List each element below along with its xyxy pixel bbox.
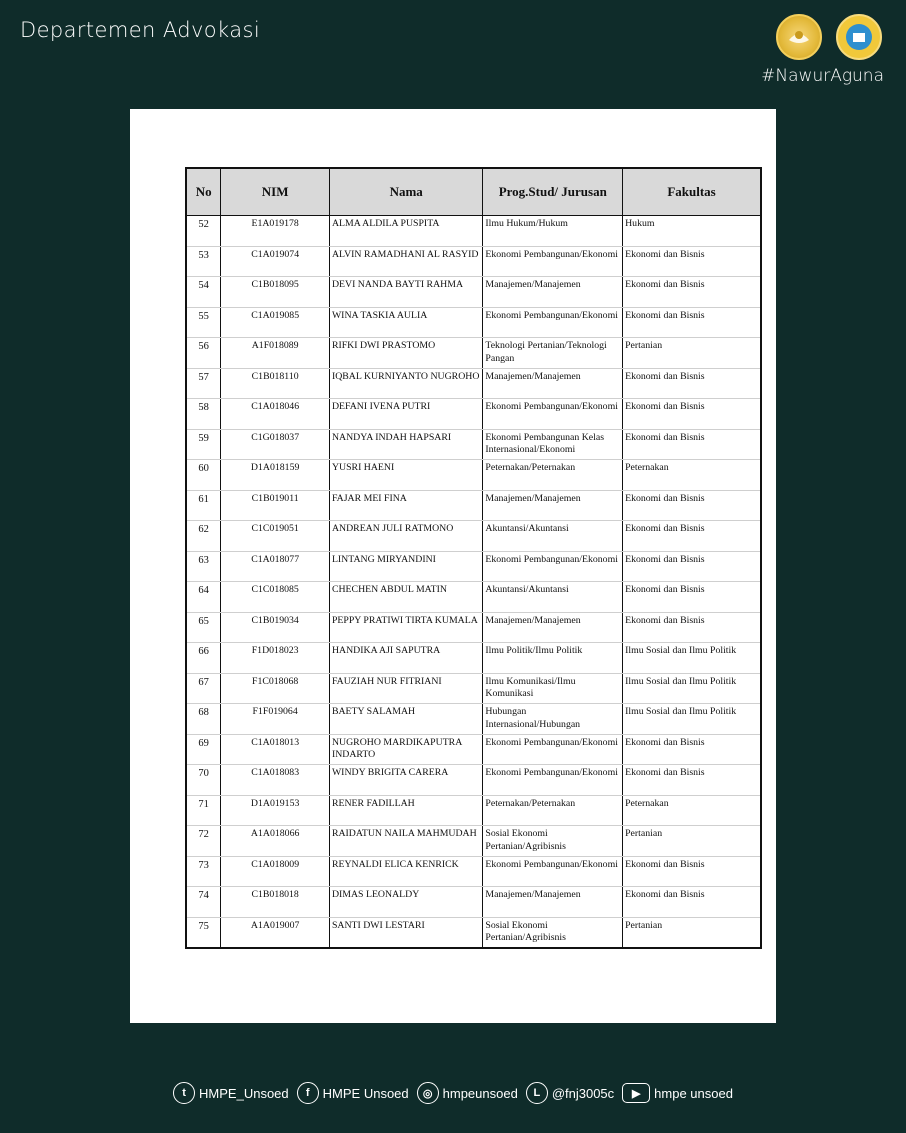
cell-prog: Manajemen/Manajemen bbox=[483, 277, 623, 308]
cell-nama: NANDYA INDAH HAPSARI bbox=[329, 429, 482, 460]
social-link[interactable] bbox=[526, 1082, 614, 1104]
cell-no: 53 bbox=[186, 246, 221, 277]
cell-fak: Ekonomi dan Bisnis bbox=[623, 582, 761, 613]
cell-nim: C1A018046 bbox=[221, 399, 330, 430]
cell-nim: F1F019064 bbox=[221, 704, 330, 735]
cell-no: 62 bbox=[186, 521, 221, 552]
table-header-row bbox=[186, 168, 761, 216]
cell-fak: Ekonomi dan Bisnis bbox=[623, 551, 761, 582]
cell-prog: Peternakan/Peternakan bbox=[483, 460, 623, 491]
cell-no: 61 bbox=[186, 490, 221, 521]
cell-nim: D1A019153 bbox=[221, 795, 330, 826]
twitter-icon: t bbox=[173, 1082, 195, 1104]
cell-nim: A1F018089 bbox=[221, 338, 330, 369]
document-page bbox=[130, 109, 776, 1023]
header-title: Departemen Advokasi bbox=[20, 18, 261, 42]
cell-no: 58 bbox=[186, 399, 221, 430]
cell-nama: SANTI DWI LESTARI bbox=[329, 917, 482, 948]
table-row bbox=[186, 917, 761, 948]
cell-nama: ALMA ALDILA PUSPITA bbox=[329, 216, 482, 247]
table-row bbox=[186, 887, 761, 918]
table-row bbox=[186, 216, 761, 247]
cell-fak: Ekonomi dan Bisnis bbox=[623, 429, 761, 460]
cell-no: 60 bbox=[186, 460, 221, 491]
cell-fak: Ilmu Sosial dan Ilmu Politik bbox=[623, 704, 761, 735]
cell-nama: PEPPY PRATIWI TIRTA KUMALA bbox=[329, 612, 482, 643]
cell-fak: Ekonomi dan Bisnis bbox=[623, 399, 761, 430]
cell-nama: NUGROHO MARDIKAPUTRA INDARTO bbox=[329, 734, 482, 765]
social-link[interactable] bbox=[173, 1082, 289, 1104]
cell-nama: RENER FADILLAH bbox=[329, 795, 482, 826]
cell-fak: Peternakan bbox=[623, 795, 761, 826]
cell-nim: C1B019011 bbox=[221, 490, 330, 521]
cell-fak: Ekonomi dan Bisnis bbox=[623, 368, 761, 399]
cell-prog: Ekonomi Pembangunan/Ekonomi bbox=[483, 399, 623, 430]
cell-no: 65 bbox=[186, 612, 221, 643]
line-icon: L bbox=[526, 1082, 548, 1104]
cell-no: 69 bbox=[186, 734, 221, 765]
cell-prog: Ekonomi Pembangunan/Ekonomi bbox=[483, 551, 623, 582]
cell-nama: HANDIKA AJI SAPUTRA bbox=[329, 643, 482, 674]
cell-prog: Manajemen/Manajemen bbox=[483, 612, 623, 643]
cell-nim: C1B018095 bbox=[221, 277, 330, 308]
social-label: HMPE_Unsoed bbox=[199, 1085, 289, 1101]
cell-fak: Ekonomi dan Bisnis bbox=[623, 277, 761, 308]
social-link[interactable] bbox=[622, 1083, 733, 1103]
column-header-nama: Nama bbox=[329, 168, 482, 216]
cell-no: 70 bbox=[186, 765, 221, 796]
cell-prog: Hubungan Internasional/Hubungan bbox=[483, 704, 623, 735]
cell-nama: YUSRI HAENI bbox=[329, 460, 482, 491]
cell-nim: C1A018013 bbox=[221, 734, 330, 765]
table-row bbox=[186, 795, 761, 826]
column-header-no: No bbox=[186, 168, 221, 216]
cell-prog: Ekonomi Pembangunan/Ekonomi bbox=[483, 856, 623, 887]
cell-no: 74 bbox=[186, 887, 221, 918]
cell-prog: Sosial Ekonomi Pertanian/Agribisnis bbox=[483, 826, 623, 857]
social-label: @fnj3005c bbox=[551, 1085, 615, 1101]
table-row bbox=[186, 734, 761, 765]
cell-no: 68 bbox=[186, 704, 221, 735]
cell-prog: Akuntansi/Akuntansi bbox=[483, 582, 623, 613]
table-row bbox=[186, 307, 761, 338]
cell-no: 75 bbox=[186, 917, 221, 948]
cell-no: 66 bbox=[186, 643, 221, 674]
cell-prog: Manajemen/Manajemen bbox=[483, 368, 623, 399]
cell-prog: Ekonomi Pembangunan/Ekonomi bbox=[483, 246, 623, 277]
social-link[interactable] bbox=[417, 1082, 518, 1104]
cell-no: 59 bbox=[186, 429, 221, 460]
table-row bbox=[186, 429, 761, 460]
column-header-prog: Prog.Stud/ Jurusan bbox=[483, 168, 623, 216]
cell-no: 52 bbox=[186, 216, 221, 247]
cell-nim: C1A018083 bbox=[221, 765, 330, 796]
cell-nama: LINTANG MIRYANDINI bbox=[329, 551, 482, 582]
cell-nim: C1A019085 bbox=[221, 307, 330, 338]
cell-nim: C1B018018 bbox=[221, 887, 330, 918]
cell-no: 67 bbox=[186, 673, 221, 704]
cell-prog: Ekonomi Pembangunan/Ekonomi bbox=[483, 307, 623, 338]
cell-fak: Ekonomi dan Bisnis bbox=[623, 734, 761, 765]
cell-nama: ALVIN RAMADHANI AL RASYID bbox=[329, 246, 482, 277]
table-row bbox=[186, 277, 761, 308]
cell-fak: Peternakan bbox=[623, 460, 761, 491]
table-row bbox=[186, 582, 761, 613]
table-row bbox=[186, 521, 761, 552]
cell-nim: C1A018009 bbox=[221, 856, 330, 887]
table-row bbox=[186, 826, 761, 857]
cell-nim: A1A018066 bbox=[221, 826, 330, 857]
cell-fak: Pertanian bbox=[623, 338, 761, 369]
cell-no: 64 bbox=[186, 582, 221, 613]
cell-nama: WINDY BRIGITA CARERA bbox=[329, 765, 482, 796]
cell-nama: FAUZIAH NUR FITRIANI bbox=[329, 673, 482, 704]
youtube-icon: ▶ bbox=[622, 1083, 650, 1103]
facebook-icon: f bbox=[297, 1082, 319, 1104]
hmpe-logo bbox=[836, 14, 882, 60]
instagram-icon: ◎ bbox=[417, 1082, 439, 1104]
cell-no: 57 bbox=[186, 368, 221, 399]
table-row bbox=[186, 765, 761, 796]
cell-nim: C1C018085 bbox=[221, 582, 330, 613]
cell-prog: Ekonomi Pembangunan/Ekonomi bbox=[483, 765, 623, 796]
footer-socials bbox=[0, 1082, 906, 1104]
cell-nama: FAJAR MEI FINA bbox=[329, 490, 482, 521]
cell-fak: Pertanian bbox=[623, 826, 761, 857]
social-label: hmpe unsoed bbox=[654, 1085, 733, 1101]
table-row bbox=[186, 338, 761, 369]
cell-nama: BAETY SALAMAH bbox=[329, 704, 482, 735]
cell-nim: E1A019178 bbox=[221, 216, 330, 247]
cell-nim: C1B018110 bbox=[221, 368, 330, 399]
cell-prog: Ilmu Komunikasi/Ilmu Komunikasi bbox=[483, 673, 623, 704]
social-label: hmpeunsoed bbox=[442, 1085, 518, 1101]
cell-nama: DIMAS LEONALDY bbox=[329, 887, 482, 918]
table-row bbox=[186, 460, 761, 491]
social-label: HMPE Unsoed bbox=[322, 1085, 409, 1101]
cell-nama: REYNALDI ELICA KENRICK bbox=[329, 856, 482, 887]
cell-no: 56 bbox=[186, 338, 221, 369]
table-row bbox=[186, 673, 761, 704]
cell-nim: C1C019051 bbox=[221, 521, 330, 552]
table-row bbox=[186, 368, 761, 399]
cell-fak: Ekonomi dan Bisnis bbox=[623, 612, 761, 643]
cell-fak: Ekonomi dan Bisnis bbox=[623, 490, 761, 521]
table-row bbox=[186, 246, 761, 277]
cell-prog: Ilmu Politik/Ilmu Politik bbox=[483, 643, 623, 674]
table-row bbox=[186, 612, 761, 643]
cell-prog: Sosial Ekonomi Pertanian/Agribisnis bbox=[483, 917, 623, 948]
cell-prog: Ilmu Hukum/Hukum bbox=[483, 216, 623, 247]
table-row bbox=[186, 399, 761, 430]
cell-nama: RIFKI DWI PRASTOMO bbox=[329, 338, 482, 369]
table-row bbox=[186, 856, 761, 887]
cell-no: 73 bbox=[186, 856, 221, 887]
cell-fak: Hukum bbox=[623, 216, 761, 247]
cell-nama: WINA TASKIA AULIA bbox=[329, 307, 482, 338]
table-body bbox=[186, 216, 761, 949]
cell-nim: C1G018037 bbox=[221, 429, 330, 460]
hashtag-text: #NawurAguna bbox=[761, 66, 884, 86]
unsoed-logo bbox=[776, 14, 822, 60]
social-link[interactable] bbox=[297, 1082, 409, 1104]
cell-fak: Ilmu Sosial dan Ilmu Politik bbox=[623, 673, 761, 704]
table-row bbox=[186, 490, 761, 521]
cell-no: 54 bbox=[186, 277, 221, 308]
cell-prog: Teknologi Pertanian/Teknologi Pangan bbox=[483, 338, 623, 369]
cell-prog: Akuntansi/Akuntansi bbox=[483, 521, 623, 552]
cell-prog: Ekonomi Pembangunan/Ekonomi bbox=[483, 734, 623, 765]
cell-fak: Ekonomi dan Bisnis bbox=[623, 887, 761, 918]
column-header-nim: NIM bbox=[221, 168, 330, 216]
cell-nama: DEVI NANDA BAYTI RAHMA bbox=[329, 277, 482, 308]
cell-fak: Ekonomi dan Bisnis bbox=[623, 246, 761, 277]
table-row bbox=[186, 551, 761, 582]
cell-nama: IQBAL KURNIYANTO NUGROHO bbox=[329, 368, 482, 399]
cell-fak: Ekonomi dan Bisnis bbox=[623, 521, 761, 552]
cell-nim: A1A019007 bbox=[221, 917, 330, 948]
cell-nim: D1A018159 bbox=[221, 460, 330, 491]
cell-nama: DEFANI IVENA PUTRI bbox=[329, 399, 482, 430]
cell-nama: RAIDATUN NAILA MAHMUDAH bbox=[329, 826, 482, 857]
cell-nim: C1A018077 bbox=[221, 551, 330, 582]
cell-no: 55 bbox=[186, 307, 221, 338]
cell-fak: Ekonomi dan Bisnis bbox=[623, 856, 761, 887]
cell-nim: C1B019034 bbox=[221, 612, 330, 643]
cell-no: 71 bbox=[186, 795, 221, 826]
cell-fak: Ekonomi dan Bisnis bbox=[623, 307, 761, 338]
cell-fak: Ekonomi dan Bisnis bbox=[623, 765, 761, 796]
cell-no: 63 bbox=[186, 551, 221, 582]
cell-prog: Manajemen/Manajemen bbox=[483, 887, 623, 918]
cell-nama: CHECHEN ABDUL MATIN bbox=[329, 582, 482, 613]
column-header-fakultas: Fakultas bbox=[623, 168, 761, 216]
cell-nama: ANDREAN JULI RATMONO bbox=[329, 521, 482, 552]
table-row bbox=[186, 704, 761, 735]
cell-prog: Manajemen/Manajemen bbox=[483, 490, 623, 521]
cell-nim: F1D018023 bbox=[221, 643, 330, 674]
cell-fak: Ilmu Sosial dan Ilmu Politik bbox=[623, 643, 761, 674]
student-table bbox=[185, 167, 762, 949]
cell-nim: F1C018068 bbox=[221, 673, 330, 704]
cell-no: 72 bbox=[186, 826, 221, 857]
cell-fak: Pertanian bbox=[623, 917, 761, 948]
cell-prog: Ekonomi Pembangunan Kelas Internasional/Ekonomi bbox=[483, 429, 623, 460]
cell-prog: Peternakan/Peternakan bbox=[483, 795, 623, 826]
cell-nim: C1A019074 bbox=[221, 246, 330, 277]
table-row bbox=[186, 643, 761, 674]
